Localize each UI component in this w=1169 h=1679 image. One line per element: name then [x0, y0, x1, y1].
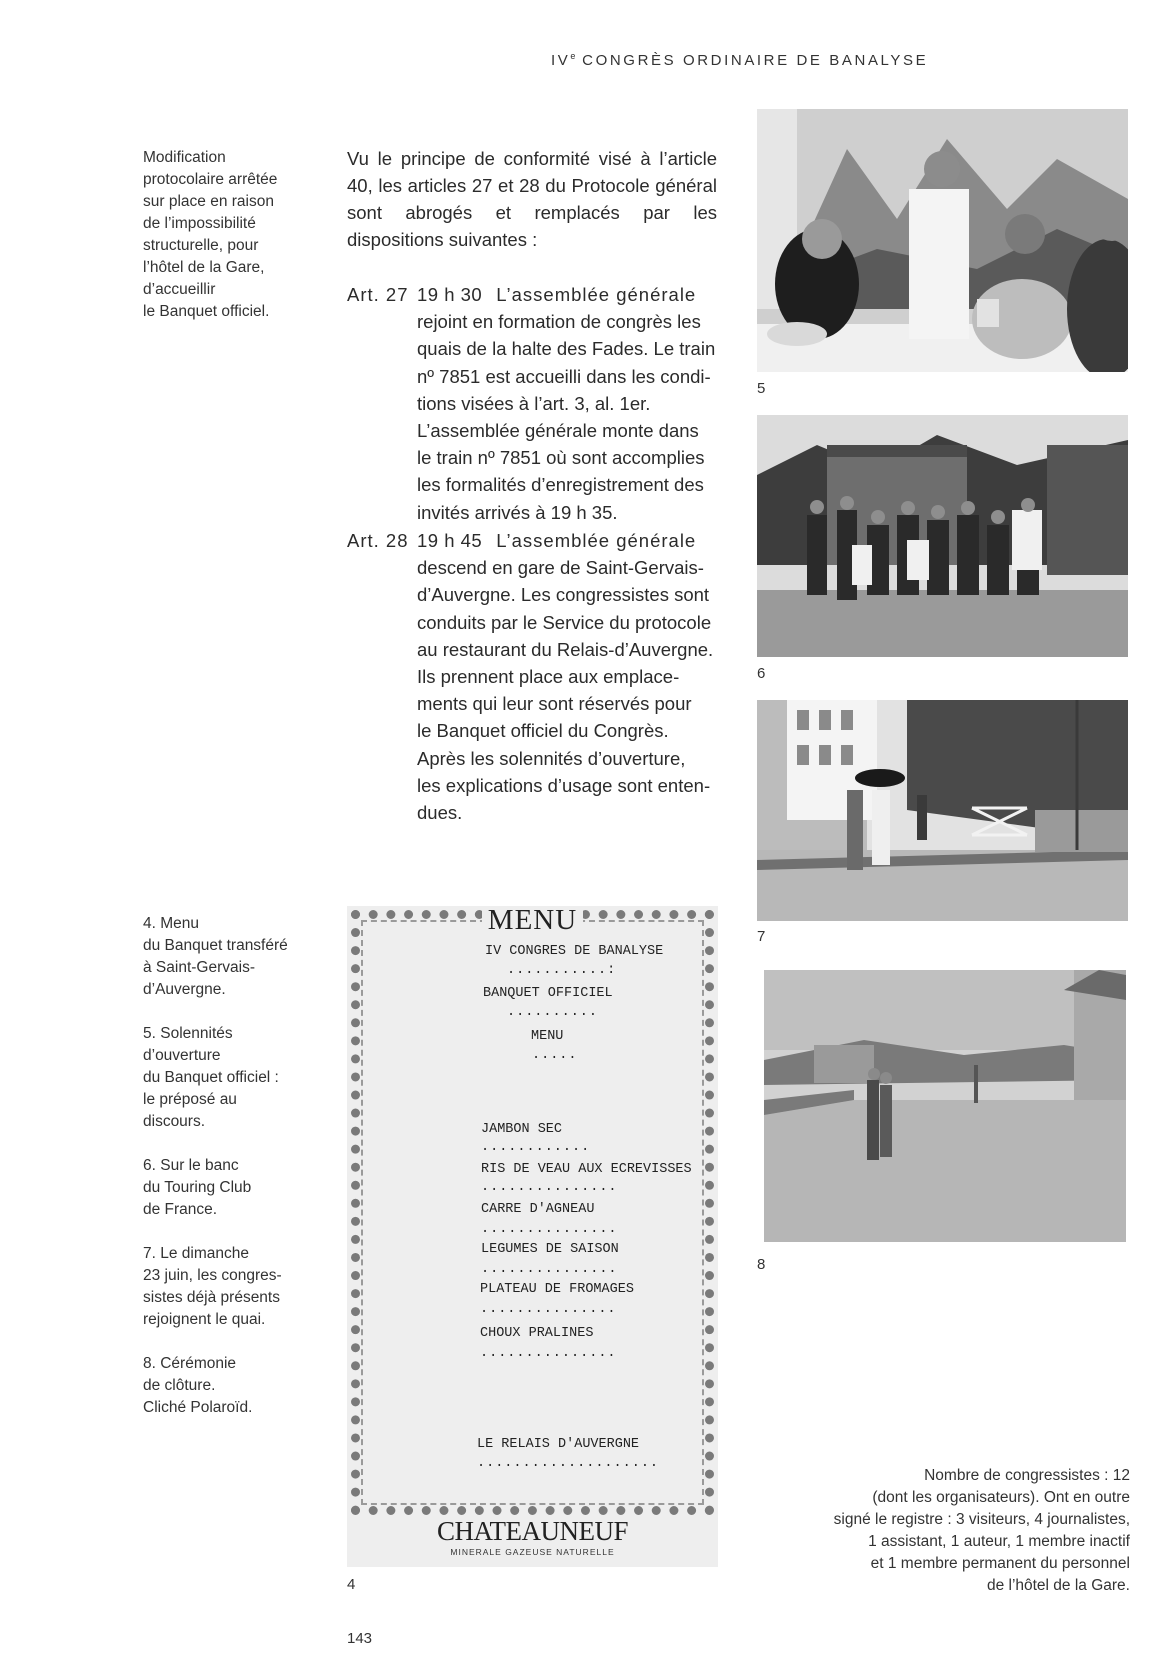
menu-item-1: JAMBON SEC — [481, 1122, 563, 1137]
menu-item-5: PLATEAU DE FROMAGES — [480, 1282, 634, 1297]
article-27-number: Art. 27 — [347, 284, 409, 305]
figure-number-8: 8 — [757, 1256, 766, 1273]
attendance-note: Nombre de congressistes : 12 (dont les organisateurs). Ont en outre signé le registre : 3 visiteurs, 4 journalistes, 1 assistant, 1 auteur, 1 membre inactif et 1 membre permanent du personnel de l’hôtel de la Gare. — [833, 1467, 1130, 1594]
menu-dots: .......... — [507, 1005, 599, 1020]
menu-brand: CHATEAUNEUF — [436, 1516, 628, 1546]
intro-paragraph: Vu le principe de conformité visé à l’article 40, les articles 27 et 28 du Protocole général sont abrogés et remplacés par les dispositions suivantes : — [347, 148, 717, 250]
menu-dots: ...........: — [507, 963, 617, 978]
caption-5: 5. Solennités d’ouverture du Banquet officiel : le préposé au discours. — [143, 1025, 279, 1130]
article-28-head — [347, 527, 719, 554]
menu-item-6: CHOUX PRALINES — [480, 1326, 594, 1341]
article-28-time: 19 h 45 — [417, 530, 483, 551]
article-28 — [347, 527, 719, 826]
article-27-head — [347, 281, 719, 308]
menu-item-2: RIS DE VEAU AUX ECREVISSES — [481, 1162, 692, 1177]
article-27-time: 19 h 30 — [417, 284, 483, 305]
photo-closing-polaroid-image — [764, 970, 1126, 1242]
page-number: 143 — [347, 1630, 373, 1647]
menu-item-4: LEGUMES DE SAISON — [481, 1242, 619, 1257]
article-27 — [347, 281, 719, 526]
menu-dots: .................... — [477, 1456, 660, 1471]
menu-item-3: CARRE D'AGNEAU — [481, 1202, 595, 1217]
menu-line-congress: IV CONGRES DE BANALYSE — [485, 944, 664, 959]
article-27-first-words: L’assemblée générale — [496, 284, 697, 305]
photo-group-bench-image — [757, 415, 1128, 657]
caption-8: 8. Cérémonie de clôture. Cliché Polaroïd. — [143, 1355, 253, 1416]
figure-number-7: 7 — [757, 928, 766, 945]
figure-number-6: 6 — [757, 665, 766, 682]
menu-dots: ............... — [480, 1346, 617, 1361]
menu-dots: ..... — [532, 1048, 578, 1063]
figure-captions — [143, 913, 308, 1441]
menu-dots: ............... — [481, 1262, 618, 1277]
menu-title — [347, 906, 718, 937]
figure-number-5: 5 — [757, 380, 766, 397]
photo-walk-to-platform-image — [757, 700, 1128, 921]
menu-card — [347, 906, 718, 1567]
menu-dots: ............... — [480, 1302, 617, 1317]
menu-line-banquet: BANQUET OFFICIEL — [483, 986, 613, 1001]
photo-closing-polaroid — [764, 970, 1126, 1242]
article-28-number: Art. 28 — [347, 530, 409, 551]
photo-banquet-speech-image — [757, 109, 1128, 372]
menu-line-menu: MENU — [531, 1029, 564, 1044]
caption-6: 6. Sur le banc du Touring Club de France. — [143, 1157, 252, 1218]
menu-title-text: MENU — [482, 906, 583, 937]
photo-banquet-speech — [757, 109, 1128, 372]
article-28-body: descend en gare de Saint-Gervais- d’Auvergne. Les congressistes sont conduits par le Service du protocole au restaurant du Relais-d’Auvergne. Ils prennent place aux emplace- ments qui leur sont réservés pour le Banquet officiel du Congrès. Après les solennités d’ouverture, les explications d’usage sont enten- dues. — [417, 557, 714, 824]
menu-dots: ............ — [481, 1140, 591, 1155]
side-note: Modification protocolaire arrêtée sur place en raison de l’impossibilité structurelle, pour l’hôtel de la Gare, d’accueillir le Banquet officiel. — [143, 149, 278, 320]
menu-brand-subtitle: MINERALE GAZEUSE NATURELLE — [450, 1547, 615, 1557]
running-head — [551, 51, 928, 69]
caption-4: 4. Menu du Banquet transféré à Saint-Gervais- d’Auvergne. — [143, 915, 288, 998]
running-head-prefix: IV — [551, 52, 571, 69]
caption-7: 7. Le dimanche 23 juin, les congres- sistes déjà présents rejoignent le quai. — [143, 1245, 282, 1328]
article-27-body: rejoint en formation de congrès les quais de la halte des Fades. Le train nº 7851 est accueilli dans les condi- tions visées à l’art. 3, al. 1er. L’assemblée générale monte dans le train nº 7851 où sont accomplies les formalités d’enregistrement des invités arrivés à 19 h 35. — [417, 311, 716, 523]
menu-venue: LE RELAIS D'AUVERGNE — [477, 1437, 640, 1452]
menu-dots: ............... — [481, 1222, 618, 1237]
menu-dots: ............... — [481, 1180, 618, 1195]
running-head-superscript: e — [570, 51, 576, 61]
photo-group-bench — [757, 415, 1128, 657]
figure-number-4: 4 — [347, 1576, 356, 1593]
photo-walk-to-platform — [757, 700, 1128, 921]
running-head-title: CONGRÈS ORDINAIRE DE BANALYSE — [582, 52, 929, 69]
article-28-first-words: L’assemblée générale — [496, 530, 697, 551]
